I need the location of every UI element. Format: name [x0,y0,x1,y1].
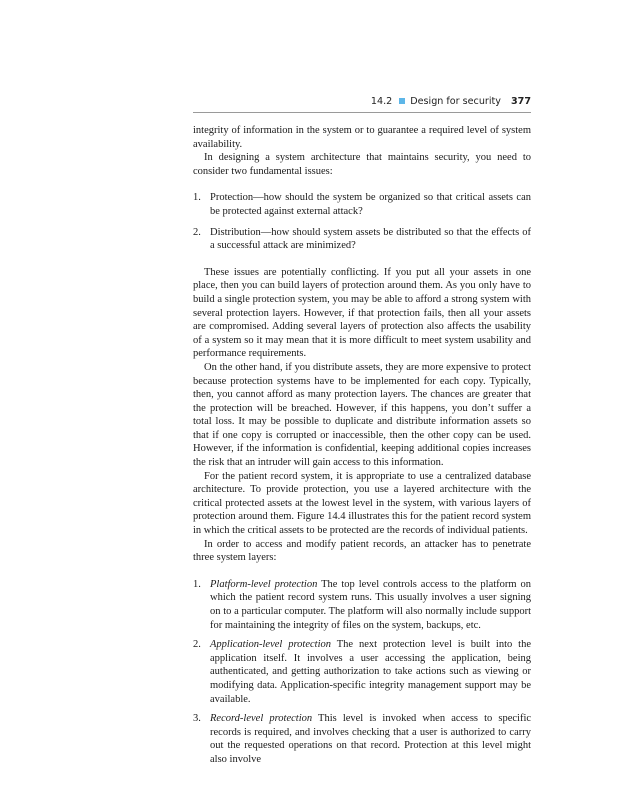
list-item-text: Protection—how should the system be organized so that critical assets can be protected against external attack? [210,192,531,217]
square-bullet-icon [399,98,405,104]
list-item-term: Platform-level protection [210,578,318,590]
section-number: 14.2 [370,96,393,107]
list-number: 1. [193,192,201,204]
list-item-term: Application-level protection [210,639,331,651]
paragraph-layers-intro: In order to access and modify patient records, an attacker has to penetrate three system layers: [193,538,531,564]
paragraph-patient-record: For the patient record system, it is appropriate to use a centralized database architecture. To provide protection, you use a layered architecture with the critical protected assets at the lowest level in the system, with various layers of protection around them. Figure 14.4 illustrates this for the patient record system in which the critical assets to be protected are the records of individual patients. [193,470,531,537]
paragraph-conflicting: These issues are potentially conflicting. If you put all your assets in one place, then you can build layers of protection around them. As you only have to build a single protection system, you may be able to afford a strong system with several protection layers. However, if that protection fails, then all your assets are compromised. Adding several layers of protection also affects the usability of a system so it may mean that it is more difficult to meet system usability and performance requirements. [193,266,531,360]
paragraph-continued: integrity of information in the system or to guarantee a required level of system availability. [193,125,531,150]
protection-layers-list [193,578,531,767]
issues-list [193,191,531,252]
paragraph-distribution: On the other hand, if you distribute assets, they are more expensive to protect because protection systems have to be implemented for each copy. Typically, then, you cannot afford as many protection layers. The chances are greater that the protection will be breached. However, if this happens, you don’t suffer a total loss. It may be possible to duplicate and distribute information assets so that if one copy is corrupted or inaccessible, then the other copy can be used. However, if the information is confidential, keeping additional copies increases the risk that an intruder will gain access to this information. [193,361,531,469]
list-number: 2. [193,226,201,238]
section-title: Design for security [410,96,501,107]
list-number: 3. [193,713,201,725]
list-item [193,191,531,218]
list-item [193,578,531,632]
list-item [193,712,531,766]
list-item-text: The next protection level is built into the application itself. It involves a user accessing the application, being authenticated, and getting authorization to take actions such as viewing or modifying data. Application-specific integrity management support may be available. [210,639,531,705]
running-header [193,96,531,113]
list-number: 1. [193,578,201,590]
paragraph-issues-intro: In designing a system architecture that maintains security, you need to consider two fundamental issues: [193,152,531,177]
list-item [193,638,531,706]
page-number: 377 [510,96,531,107]
list-item-text: This level is invoked when access to specific records is required, and involves checking that a user is authorized to carry out the requested operations on that record. Protection at this level might also involve [210,713,532,765]
page-body [193,124,531,767]
list-number: 2. [193,639,201,651]
list-item-text: The top level controls access to the platform on which the patient record system runs. This usually involves a user signing on to a particular computer. The platform will also normally include support for maintaining the integrity of files on the system, backups, etc. [210,578,531,631]
list-item [193,226,531,253]
list-item-term: Record-level protection [210,713,313,725]
list-item-text: Distribution—how should system assets be distributed so that the effects of a successful attack are minimized? [210,226,531,252]
